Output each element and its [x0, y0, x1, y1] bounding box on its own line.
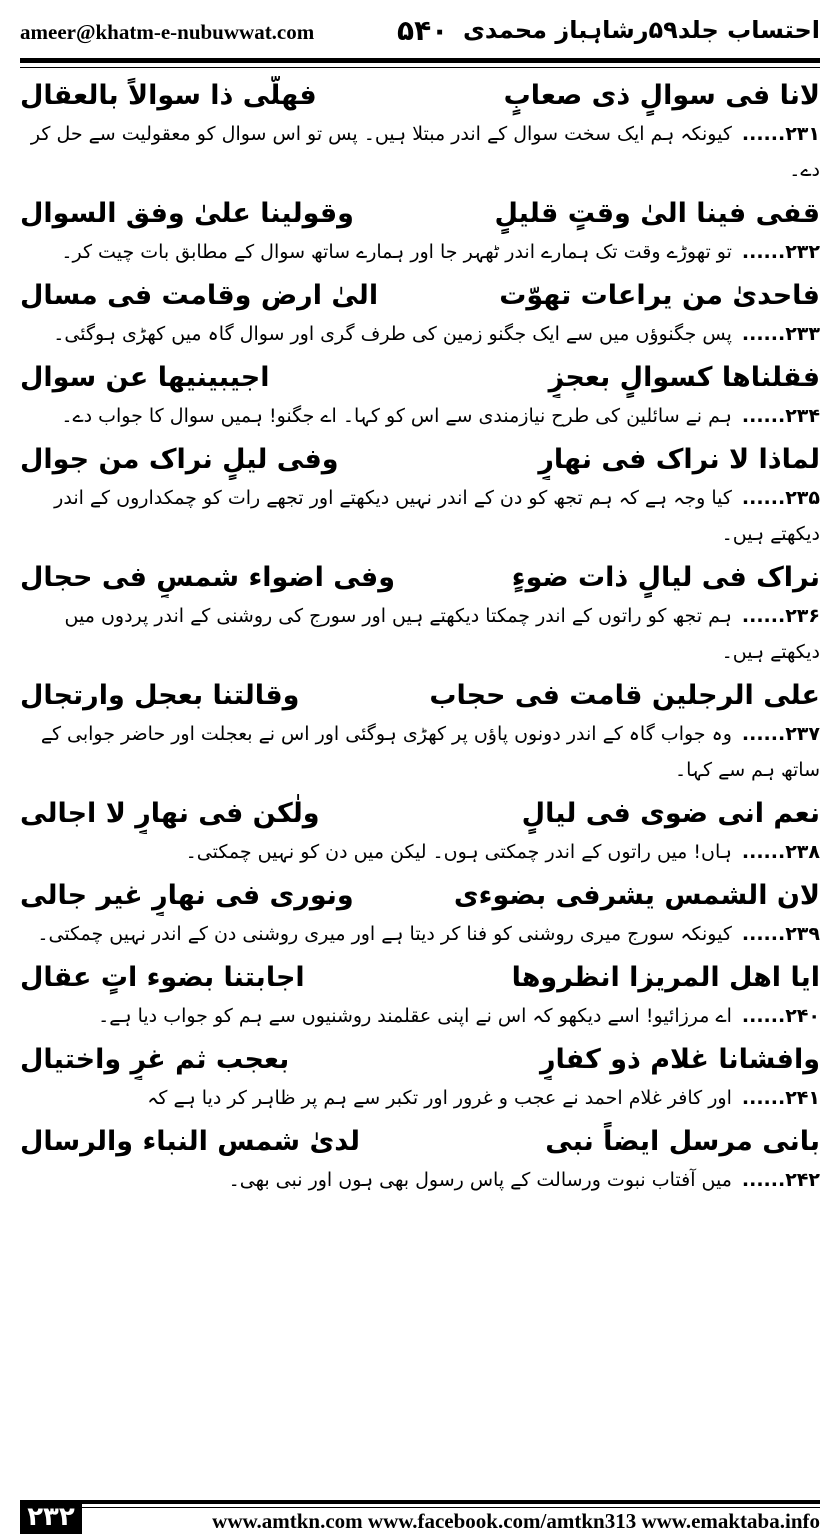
translation-text: کیونکہ ہم ایک سخت سوال کے اندر مبتلا ہیں۔ پس تو اس سوال کو معقولیت سے حل کر دے۔ — [30, 123, 820, 181]
verse-left-hemistich: اجابتنا بضوء اتٍ عقال — [20, 962, 305, 993]
translation-text: کیا وجہ ہے کہ ہم تجھ کو دن کے اندر نہیں دیکھتے اور تجھے رات کو چمکداروں کے اندر دیکھتے ہیں۔ — [54, 487, 820, 545]
verse-left-hemistich: وفی اضواء شمسٍ فی حجال — [20, 562, 396, 593]
footer-rule-thin — [82, 1507, 820, 1508]
translation-text: میں آفتاب نبوت ورسالت کے پاس رسول بھی ہوں اور نبی بھی۔ — [228, 1169, 732, 1191]
header-page-number: ۵۴۰ — [397, 14, 449, 47]
translation-line — [20, 598, 820, 670]
verse-right-hemistich: لماذا لا نراک فی نھارٍ — [538, 444, 820, 475]
poem-entry — [20, 194, 820, 270]
verse-line — [20, 76, 820, 116]
verse-line — [20, 276, 820, 316]
translation-text: ہاں! میں راتوں کے اندر چمکتی ہوں۔ لیکن میں دن کو نہیں چمکتی۔ — [185, 841, 732, 863]
poem-entry — [20, 76, 820, 188]
verse-number: ۲۳۵...... — [741, 487, 820, 509]
poem-entry — [20, 1122, 820, 1198]
page-footer — [20, 1500, 820, 1534]
verse-line — [20, 1122, 820, 1162]
translation-text: اور کافر غلام احمد نے عجب و غرور اور تکبر سے ہم پر ظاہر کر دیا ہے کہ — [147, 1087, 732, 1109]
translation-text: ہم تجھ کو راتوں کے اندر چمکتا دیکھتے ہیں اور سورج کی روشنی کے اندر پردوں میں دیکھتے ہیں۔ — [64, 605, 820, 663]
verse-left-hemistich: ونوری فی نھارٍ غیر جالی — [20, 880, 354, 911]
page-header — [20, 16, 820, 52]
poem-entry — [20, 276, 820, 352]
translation-line — [20, 116, 820, 188]
verse-right-hemistich: وافشانا غلام ذو کفارٍ — [540, 1044, 820, 1075]
verse-line — [20, 358, 820, 398]
verse-line — [20, 558, 820, 598]
verse-line — [20, 794, 820, 834]
verse-number: ۲۳۸...... — [741, 841, 820, 863]
poem-entry — [20, 358, 820, 434]
verse-line — [20, 676, 820, 716]
header-rule-thick — [20, 58, 820, 63]
verse-right-hemistich: فاحدیٰ من یراعات تھوّت — [499, 280, 820, 311]
translation-line — [20, 398, 820, 434]
footer-links: www.amtkn.com www.facebook.com/amtkn313 www.emaktaba.info — [212, 1509, 820, 1533]
verse-number: ۲۳۷...... — [741, 723, 820, 745]
translation-line — [20, 834, 820, 870]
translation-line — [20, 916, 820, 952]
verse-line — [20, 194, 820, 234]
header-rule-thin — [20, 67, 820, 68]
poem-entry — [20, 794, 820, 870]
translation-line — [20, 316, 820, 352]
translation-text: پس جگنوؤں میں سے ایک جگنو زمین کی طرف گری اور سوال گاہ میں کھڑی ہوگئی۔ — [53, 323, 732, 345]
translation-line — [20, 480, 820, 552]
poem-entry — [20, 958, 820, 1034]
verse-number: ۲۳۳...... — [741, 323, 820, 345]
verse-right-hemistich: نعم انی ضوی فی لیالٍ — [521, 798, 820, 829]
verse-number: ۲۳۱...... — [741, 123, 820, 145]
verse-number: ۲۴۲...... — [741, 1169, 820, 1191]
verse-right-hemistich: نراک فی لیالٍ ذات ضوءٍ — [511, 562, 820, 593]
poem-entry — [20, 440, 820, 552]
verse-right-hemistich: لان الشمس یشرفی بضوءی — [453, 880, 820, 911]
footer-page-number: ۲۳۲ — [20, 1500, 82, 1534]
translation-text: تو تھوڑے وقت تک ہمارے اندر ٹھہر جا اور ہمارے ساتھ سوال کے مطابق بات چیت کر۔ — [61, 241, 732, 263]
verse-line — [20, 440, 820, 480]
verse-line — [20, 1040, 820, 1080]
verse-right-hemistich: لانا فی سوالٍ ذی صعابٍ — [503, 80, 820, 111]
verse-number: ۲۴۰...... — [741, 1005, 820, 1027]
verse-number: ۲۴۱...... — [741, 1087, 820, 1109]
translation-text: ہم نے سائلین کی طرح نیازمندی سے اس کو کہا۔ اے جگنو! ہمیں سوال کا جواب دے۔ — [61, 405, 732, 427]
verse-right-hemistich: علی الرجلین قامت فی حجاب — [429, 680, 820, 711]
poem-entry — [20, 1040, 820, 1116]
verse-left-hemistich: الیٰ ارض وقامت فی مسال — [20, 280, 379, 311]
verse-line — [20, 876, 820, 916]
verse-left-hemistich: فھلّی ذا سوالاً بالعقال — [20, 80, 317, 111]
verse-number: ۲۳۲...... — [741, 241, 820, 263]
translation-text: کیونکہ سورج میری روشنی کو فنا کر دیتا ہے اور میری روشنی دن کے اندر نہیں چمکتی۔ — [37, 923, 732, 945]
translation-line — [20, 716, 820, 788]
verse-right-hemistich: قفی فینا الیٰ وقتٍ قلیلٍ — [494, 198, 820, 229]
poem-entry — [20, 876, 820, 952]
verse-left-hemistich: اجیبینیھا عن سوال — [20, 362, 270, 393]
verse-left-hemistich: بعجب ثم غرٍ واختیال — [20, 1044, 290, 1075]
verse-right-hemistich: ایا اھل المریزا انظروھا — [511, 962, 820, 993]
translation-line — [20, 1162, 820, 1198]
footer-rule-thick — [82, 1500, 820, 1504]
translation-line — [20, 1080, 820, 1116]
poem-entry — [20, 558, 820, 670]
poem-entry — [20, 676, 820, 788]
verse-left-hemistich: وقالتنا بعجل وارتجال — [20, 680, 300, 711]
verse-number: ۲۳۹...... — [741, 923, 820, 945]
verse-left-hemistich: لدیٰ شمس النباء والرسال — [20, 1126, 360, 1157]
verse-left-hemistich: وقولینا علیٰ وفق السوال — [20, 198, 354, 229]
verse-left-hemistich: وفی لیلٍ نراک من جوال — [20, 444, 339, 475]
verse-line — [20, 958, 820, 998]
poem-content — [20, 76, 820, 1204]
translation-text: اے مرزائیو! اسے دیکھو کہ اس نے اپنی عقلمند روشنیوں سے ہم کو جواب دیا ہے۔ — [98, 1005, 732, 1027]
header-email: ameer@khatm-e-nubuwwat.com — [20, 20, 315, 44]
verse-number: ۲۳۶...... — [741, 605, 820, 627]
translation-text: وہ جواب گاہ کے اندر دونوں پاؤں پر کھڑی ہوگئی اور اس نے بعجلت اور حاضر جوابی کے ساتھ ہم سے کہا۔ — [40, 723, 820, 781]
verse-right-hemistich: بانی مرسل ایضاً نبی — [545, 1126, 820, 1157]
header-title: احتساب جلد۵۹رشاہباز محمدی — [462, 16, 820, 44]
translation-line — [20, 234, 820, 270]
translation-line — [20, 998, 820, 1034]
verse-number: ۲۳۴...... — [741, 405, 820, 427]
verse-left-hemistich: ولٰکن فی نھارٍ لا اجالی — [20, 798, 320, 829]
verse-right-hemistich: فقلناھا کسوالٍ بعجزٍ — [548, 362, 820, 393]
